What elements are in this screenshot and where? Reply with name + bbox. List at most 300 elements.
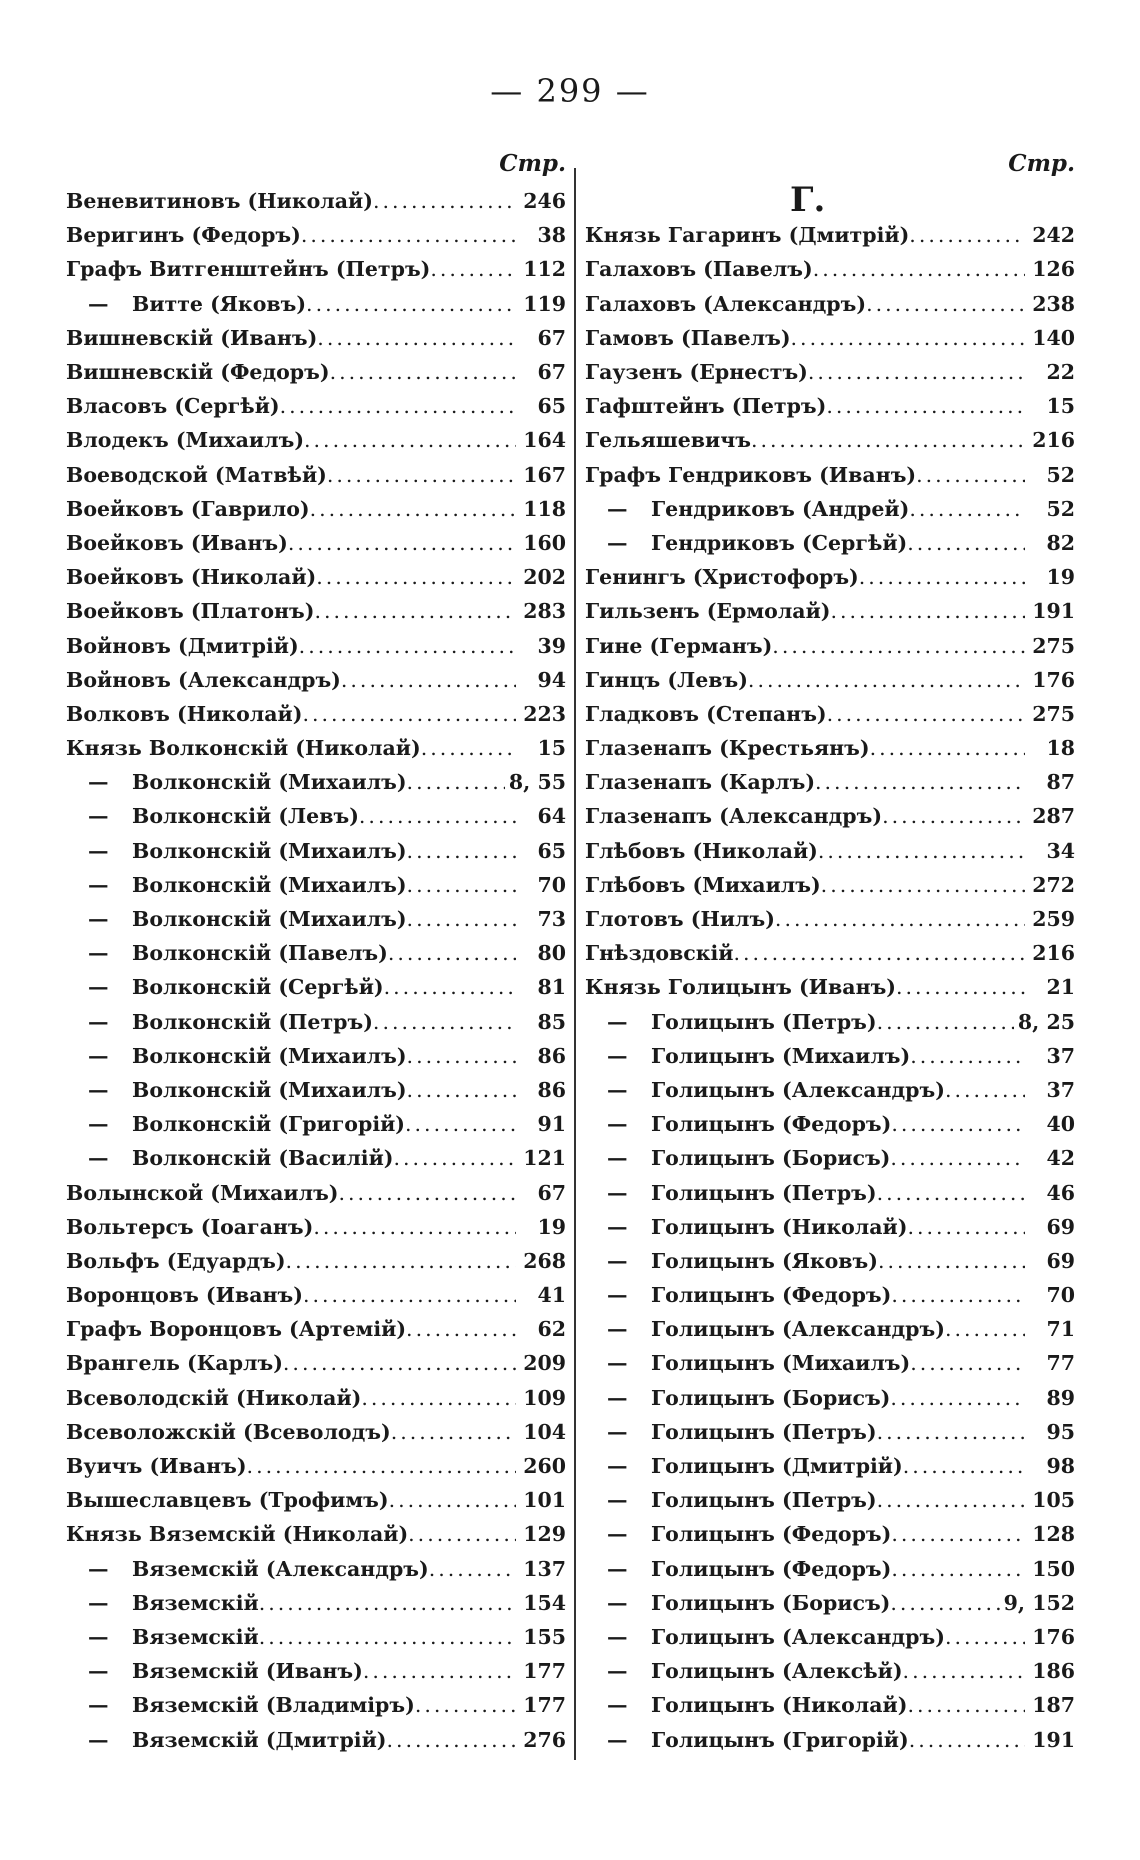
index-entry (66, 1005, 566, 1039)
index-entry (585, 902, 1075, 936)
entry-page: 101 (523, 1488, 566, 1513)
entry-page: 65 (537, 838, 566, 863)
leader-dots (310, 497, 516, 521)
entry-name: Воейковъ (Иванъ) (66, 530, 288, 555)
ditto-dash: — (607, 530, 628, 555)
entry-page: 15 (1046, 394, 1075, 419)
right-column (585, 150, 1075, 1757)
entry-name: Волконскій (Михаилъ) (132, 1043, 407, 1068)
entry-page: 52 (1046, 462, 1075, 487)
entry-page: 105 (1032, 1488, 1075, 1513)
leader-dots (882, 804, 1025, 828)
ditto-dash: — (607, 1385, 628, 1410)
index-entry (585, 287, 1075, 321)
ditto-dash: — (88, 1077, 109, 1102)
index-entry (66, 1586, 566, 1620)
leader-dots (373, 189, 516, 213)
right-page-header: Стр. (1008, 150, 1075, 177)
index-entry (585, 1517, 1075, 1551)
index-entry (66, 252, 566, 286)
ditto-dash: — (88, 1556, 109, 1581)
ditto-dash: — (607, 1283, 628, 1308)
leader-dots (827, 702, 1025, 726)
ditto-dash: — (88, 975, 109, 1000)
index-entry (585, 1654, 1075, 1688)
ditto-dash: — (88, 1659, 109, 1684)
index-entry (66, 1107, 566, 1141)
entry-name: Голицынъ (Григорій) (651, 1727, 909, 1752)
leader-dots (866, 292, 1025, 316)
entry-page: 46 (1046, 1180, 1075, 1205)
entry-name: Глазенапъ (Крестьянъ) (585, 736, 870, 761)
index-entry (585, 1210, 1075, 1244)
entry-name: Глазенапъ (Александръ) (585, 804, 883, 829)
leader-dots (299, 634, 516, 658)
entry-name: Гаузенъ (Ернестъ) (585, 360, 808, 385)
index-entry (585, 697, 1075, 731)
entry-name: Голицынъ (Федоръ) (651, 1556, 892, 1581)
index-entry (585, 252, 1075, 286)
leader-dots (313, 1215, 516, 1239)
section-letter-spacer (585, 184, 1075, 218)
ditto-dash: — (607, 1419, 628, 1444)
leader-dots (387, 1728, 517, 1752)
entry-name: Веневитиновъ (Николай) (66, 189, 373, 214)
leader-dots (909, 497, 1025, 521)
entry-page: 104 (523, 1419, 566, 1444)
entry-name: Графъ Витгенштейнъ (Петръ) (66, 257, 431, 282)
entry-page: 34 (1046, 838, 1075, 863)
entry-page: 73 (537, 907, 566, 932)
entry-page: 85 (537, 1009, 566, 1034)
entry-name: Гендриковъ (Андрей) (651, 496, 910, 521)
entry-page: 164 (523, 428, 566, 453)
index-entry (66, 1483, 566, 1517)
leader-dots (373, 1010, 516, 1034)
ditto-dash: — (607, 1043, 628, 1068)
index-entry (66, 423, 566, 457)
index-entry (66, 1381, 566, 1415)
ditto-dash: — (88, 941, 109, 966)
entry-name: Воеводской (Матвѣй) (66, 462, 327, 487)
entry-name: Голицынъ (Александръ) (651, 1317, 945, 1342)
entry-name: Голицынъ (Алексѣй) (651, 1659, 903, 1684)
entry-name: Всеволожскій (Всеволодъ) (66, 1419, 391, 1444)
index-entry (66, 868, 566, 902)
entry-page: 69 (1046, 1248, 1075, 1273)
ditto-dash: — (607, 1556, 628, 1581)
leader-dots (877, 1010, 1014, 1034)
entry-page: 21 (1046, 975, 1075, 1000)
entry-name: Гельяшевичъ (585, 428, 751, 453)
entry-name: Врангель (Карлъ) (66, 1351, 283, 1376)
leader-dots (890, 1386, 1025, 1410)
entry-page: 70 (1046, 1283, 1075, 1308)
entry-page: 260 (523, 1454, 566, 1479)
leader-dots (394, 1146, 517, 1170)
entry-page: 15 (537, 736, 566, 761)
entry-page: 177 (523, 1659, 566, 1684)
index-entry (66, 663, 566, 697)
entry-page: 77 (1046, 1351, 1075, 1376)
index-entry (66, 1210, 566, 1244)
ditto-dash: — (607, 1248, 628, 1273)
entry-page: 64 (537, 804, 566, 829)
leader-dots (878, 1249, 1025, 1273)
entry-name: Голицынъ (Михаилъ) (651, 1351, 911, 1376)
leader-dots (877, 1488, 1025, 1512)
index-entry (66, 731, 566, 765)
entry-page: 129 (523, 1522, 566, 1547)
index-entry (66, 902, 566, 936)
entry-name: Вяземскій (Дмитрій) (132, 1727, 387, 1752)
entry-page: 155 (523, 1624, 566, 1649)
entry-page: 65 (537, 394, 566, 419)
index-entry (66, 1620, 566, 1654)
index-entry (585, 1688, 1075, 1722)
leader-dots (407, 1044, 516, 1068)
entry-page: 95 (1046, 1419, 1075, 1444)
entry-page: 18 (1046, 736, 1075, 761)
ditto-dash: — (88, 1043, 109, 1068)
entry-name: Вяземскій (Иванъ) (132, 1659, 363, 1684)
leader-dots (304, 428, 516, 452)
index-entry (66, 526, 566, 560)
index-entry (585, 1005, 1075, 1039)
entry-page: 275 (1032, 701, 1075, 726)
leader-dots (791, 326, 1025, 350)
index-entry (585, 1415, 1075, 1449)
leader-dots (407, 873, 516, 897)
index-entry (585, 663, 1075, 697)
entry-page: 287 (1032, 804, 1075, 829)
leader-dots (421, 736, 516, 760)
entry-page: 39 (537, 633, 566, 658)
index-entry (585, 1175, 1075, 1209)
ditto-dash: — (607, 1214, 628, 1239)
entry-name: Голицынъ (Федоръ) (651, 1522, 892, 1547)
entry-page: 87 (1046, 770, 1075, 795)
ditto-dash: — (88, 1727, 109, 1752)
entry-name: Галаховъ (Павелъ) (585, 257, 813, 282)
ditto-dash: — (88, 291, 109, 316)
entry-name: Голицынъ (Николай) (651, 1693, 908, 1718)
entry-page: 186 (1032, 1659, 1075, 1684)
leader-dots (891, 1522, 1025, 1546)
index-entry (66, 1415, 566, 1449)
entry-name: Волконскій (Левъ) (132, 804, 359, 829)
entry-page: 71 (1046, 1317, 1075, 1342)
entry-name: Гильзенъ (Ермолай) (585, 599, 831, 624)
entry-page: 167 (523, 462, 566, 487)
index-entry (66, 1517, 566, 1551)
index-entry (66, 389, 566, 423)
entry-page: 160 (523, 530, 566, 555)
ditto-dash: — (88, 1624, 109, 1649)
entry-page: 177 (523, 1693, 566, 1718)
entry-name: Гинцъ (Левъ) (585, 667, 748, 692)
entry-page: 187 (1032, 1693, 1075, 1718)
ditto-dash: — (607, 1488, 628, 1513)
ditto-dash: — (607, 1317, 628, 1342)
index-entry (585, 1039, 1075, 1073)
ditto-dash: — (88, 1590, 109, 1615)
leader-dots (890, 1591, 999, 1615)
entry-page: 191 (1032, 1727, 1075, 1752)
index-entry (66, 560, 566, 594)
ditto-dash: — (607, 1454, 628, 1479)
entry-name: Гафштейнъ (Петръ) (585, 394, 827, 419)
leader-dots (808, 360, 1025, 384)
entry-name: Всеволодскій (Николай) (66, 1385, 362, 1410)
entry-page: 62 (537, 1317, 566, 1342)
index-entry (66, 799, 566, 833)
leader-dots (316, 565, 516, 589)
index-entry (585, 458, 1075, 492)
index-entry (585, 423, 1075, 457)
entry-name: Воейковъ (Гаврило) (66, 496, 310, 521)
entry-name: Вяземскій (132, 1590, 259, 1615)
index-entry (585, 1278, 1075, 1312)
entry-name: Вяземскій (132, 1624, 259, 1649)
entry-name: Голицынъ (Борисъ) (651, 1385, 891, 1410)
entry-name: Воейковъ (Платонъ) (66, 599, 315, 624)
entry-page: 41 (537, 1283, 566, 1308)
entry-name: Вышеславцевъ (Трофимъ) (66, 1488, 389, 1513)
ditto-dash: — (88, 770, 109, 795)
leader-dots (896, 975, 1025, 999)
index-entry (66, 458, 566, 492)
entry-name: Голицынъ (Николай) (651, 1214, 908, 1239)
entry-name: Вольтерсъ (Іоаганъ) (66, 1214, 314, 1239)
entry-page: 275 (1032, 633, 1075, 658)
leader-dots (430, 257, 516, 281)
index-entry (585, 1107, 1075, 1141)
ditto-dash: — (607, 1659, 628, 1684)
leader-dots (330, 360, 516, 384)
entry-name: Графъ Воронцовъ (Артемій) (66, 1317, 407, 1342)
entry-page: 38 (537, 223, 566, 248)
entry-page: 276 (523, 1727, 566, 1752)
entry-page: 80 (537, 941, 566, 966)
entry-name: Волконскій (Петръ) (132, 1009, 373, 1034)
leader-dots (429, 1557, 516, 1581)
entry-page: 268 (523, 1248, 566, 1273)
index-entry (585, 526, 1075, 560)
entry-name: Веригинъ (Федоръ) (66, 223, 301, 248)
entry-name: Волконскій (Григорій) (132, 1112, 406, 1137)
leader-dots (734, 941, 1025, 965)
entry-page: 8, 25 (1017, 1009, 1075, 1034)
index-entry (585, 970, 1075, 1004)
entry-page: 22 (1046, 360, 1075, 385)
entry-page: 98 (1046, 1454, 1075, 1479)
right-index-list (585, 218, 1075, 1756)
entry-name: Волконскій (Михаилъ) (132, 907, 407, 932)
index-entry (585, 628, 1075, 662)
ditto-dash: — (607, 1146, 628, 1171)
leader-dots (301, 223, 516, 247)
section-letter: Г. (790, 180, 826, 220)
leader-dots (407, 907, 516, 931)
entry-page: 112 (523, 257, 566, 282)
leader-dots (407, 1078, 516, 1102)
index-entry (585, 731, 1075, 765)
index-entry (585, 218, 1075, 252)
entry-page: 8, 55 (508, 770, 566, 795)
leader-dots (815, 770, 1025, 794)
entry-page: 238 (1032, 291, 1075, 316)
entry-page: 94 (537, 667, 566, 692)
leader-dots (909, 1728, 1025, 1752)
index-entry (585, 560, 1075, 594)
entry-name: Князь Вяземскій (Николай) (66, 1522, 409, 1547)
entry-page: 89 (1046, 1385, 1075, 1410)
ditto-dash: — (607, 1112, 628, 1137)
leader-dots (877, 1420, 1025, 1444)
entry-name: Вольфъ (Едуардъ) (66, 1248, 286, 1273)
index-entry (66, 321, 566, 355)
index-entry (66, 936, 566, 970)
leader-dots (259, 1625, 516, 1649)
entry-page: 82 (1046, 530, 1075, 555)
index-entry (66, 834, 566, 868)
leader-dots (407, 770, 505, 794)
entry-page: 40 (1046, 1112, 1075, 1137)
leader-dots (247, 1454, 516, 1478)
entry-page: 137 (523, 1556, 566, 1581)
leader-dots (818, 839, 1025, 863)
ditto-dash: — (607, 1693, 628, 1718)
leader-dots (327, 463, 516, 487)
ditto-dash: — (607, 1522, 628, 1547)
entry-name: Волконскій (Павелъ) (132, 941, 388, 966)
entry-name: Глѣбовъ (Михаилъ) (585, 872, 821, 897)
entry-page: 150 (1032, 1556, 1075, 1581)
entry-name: Гендриковъ (Сергѣй) (651, 530, 908, 555)
entry-name: Волконскій (Михаилъ) (132, 872, 407, 897)
index-entry (585, 1586, 1075, 1620)
index-entry (585, 321, 1075, 355)
entry-page: 19 (537, 1214, 566, 1239)
entry-page: 176 (1032, 1624, 1075, 1649)
entry-name: Влодекъ (Михаилъ) (66, 428, 305, 453)
entry-page: 109 (523, 1385, 566, 1410)
ditto-dash: — (88, 1009, 109, 1034)
leader-dots (870, 736, 1025, 760)
entry-page: 52 (1046, 496, 1075, 521)
entry-page: 259 (1032, 907, 1075, 932)
ditto-dash: — (88, 872, 109, 897)
leader-dots (890, 1146, 1025, 1170)
entry-name: Галаховъ (Александръ) (585, 291, 867, 316)
leader-dots (945, 1317, 1025, 1341)
index-entry (66, 1552, 566, 1586)
entry-name: Голицынъ (Федоръ) (651, 1283, 892, 1308)
entry-name: Воронцовъ (Иванъ) (66, 1283, 303, 1308)
leader-dots (407, 839, 516, 863)
leader-dots (903, 1659, 1025, 1683)
index-entry (66, 1141, 566, 1175)
leader-dots (831, 599, 1026, 623)
index-entry (585, 355, 1075, 389)
ditto-dash: — (88, 804, 109, 829)
leader-dots (361, 1386, 516, 1410)
entry-name: Князь Волконскій (Николай) (66, 736, 421, 761)
entry-name: Гамовъ (Павелъ) (585, 325, 791, 350)
entry-page: 209 (523, 1351, 566, 1376)
entry-name: Голицынъ (Яковъ) (651, 1248, 878, 1273)
leader-dots (813, 257, 1025, 281)
index-entry (585, 868, 1075, 902)
leader-dots (415, 1693, 516, 1717)
entry-name: Генингъ (Христофоръ) (585, 565, 859, 590)
entry-name: Голицынъ (Федоръ) (651, 1112, 892, 1137)
entry-name: Волконскій (Василій) (132, 1146, 394, 1171)
entry-page: 67 (537, 325, 566, 350)
leader-dots (405, 1112, 516, 1136)
ditto-dash: — (88, 1693, 109, 1718)
entry-page: 126 (1032, 257, 1075, 282)
index-entry (585, 1073, 1075, 1107)
entry-name: Волконскій (Михаилъ) (132, 770, 407, 795)
leader-dots (286, 1249, 516, 1273)
leader-dots (408, 1522, 516, 1546)
index-entry (585, 1381, 1075, 1415)
leader-dots (303, 1283, 516, 1307)
entry-page: 272 (1032, 872, 1075, 897)
index-entry (66, 287, 566, 321)
entry-name: Голицынъ (Михаилъ) (651, 1043, 911, 1068)
entry-page: 37 (1046, 1077, 1075, 1102)
entry-name: Голицынъ (Петръ) (651, 1488, 877, 1513)
ditto-dash: — (607, 1077, 628, 1102)
ditto-dash: — (88, 907, 109, 932)
entry-name: Волконскій (Михаилъ) (132, 1077, 407, 1102)
leader-dots (826, 394, 1025, 418)
ditto-dash: — (607, 1590, 628, 1615)
leader-dots (359, 804, 516, 828)
index-entry (585, 799, 1075, 833)
index-entry (66, 970, 566, 1004)
entry-page: 19 (1046, 565, 1075, 590)
index-entry (66, 1278, 566, 1312)
leader-dots (288, 531, 516, 555)
entry-page: 140 (1032, 325, 1075, 350)
entry-page: 283 (523, 599, 566, 624)
index-entry (585, 389, 1075, 423)
entry-name: Князь Гагаринъ (Дмитрій) (585, 223, 910, 248)
index-entry (585, 936, 1075, 970)
entry-page: 223 (523, 701, 566, 726)
entry-page: 42 (1046, 1146, 1075, 1171)
leader-dots (891, 1283, 1025, 1307)
entry-name: Вяземскій (Владиміръ) (132, 1693, 415, 1718)
left-column (66, 150, 566, 1757)
index-entry (66, 1688, 566, 1722)
index-entry (66, 765, 566, 799)
entry-name: Голицынъ (Петръ) (651, 1419, 877, 1444)
index-entry (585, 1449, 1075, 1483)
leader-dots (859, 565, 1025, 589)
leader-dots (907, 531, 1025, 555)
entry-name: Волынской (Михаилъ) (66, 1180, 339, 1205)
entry-name: Глотовъ (Нилъ) (585, 907, 775, 932)
entry-name: Голицынъ (Петръ) (651, 1180, 877, 1205)
entry-page: 202 (523, 565, 566, 590)
entry-page: 86 (537, 1043, 566, 1068)
entry-page: 70 (537, 872, 566, 897)
